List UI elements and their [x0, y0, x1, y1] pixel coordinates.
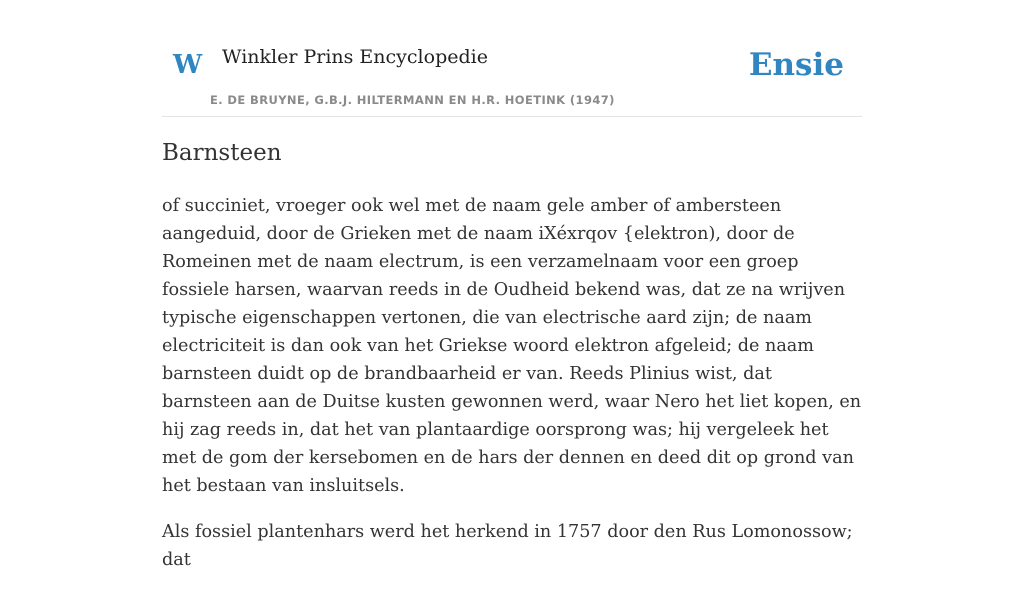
- article-paragraph: Als fossiel plantenhars werd het herkend in 1757 door den Rus Lomonossow; dat: [162, 522, 853, 570]
- authors-byline: E. DE BRUYNE, G.B.J. HILTERMANN EN H.R. HOETINK (1947): [210, 93, 615, 107]
- article-title: Barnsteen: [162, 140, 282, 166]
- encyclopedia-logo-icon[interactable]: W: [173, 50, 203, 80]
- article-body: [162, 192, 866, 592]
- ensie-brand-link[interactable]: Ensie: [748, 47, 844, 83]
- site-header: [162, 0, 862, 117]
- encyclopedia-title[interactable]: Winkler Prins Encyclopedie: [222, 46, 488, 68]
- article-paragraph: of succiniet, vroeger ook wel met de naam gele amber of ambersteen aangeduid, door de Grieken met de naam iXéxrqov {elektron), door de Romeinen met de naam electrum, is een verzamelnaam voor een groep fossiele harsen, waarvan reeds in de Oudheid bekend was, dat ze na wrijven typische eigenschappen vertonen, die van electrische aard zijn; de naam electriciteit is dan ook van het Griekse woord elektron afgeleid; de naam barnsteen duidt op de brandbaarheid er van. Reeds Plinius wist, dat barnsteen aan de Duitse kusten gewonnen werd, waar Nero het liet kopen, en hij zag reeds in, dat het van plantaardige oorsprong was; hij vergeleek het met de gom der kersebomen en de hars der dennen en deed dit op grond van het bestaan van insluitsels.: [162, 196, 862, 496]
